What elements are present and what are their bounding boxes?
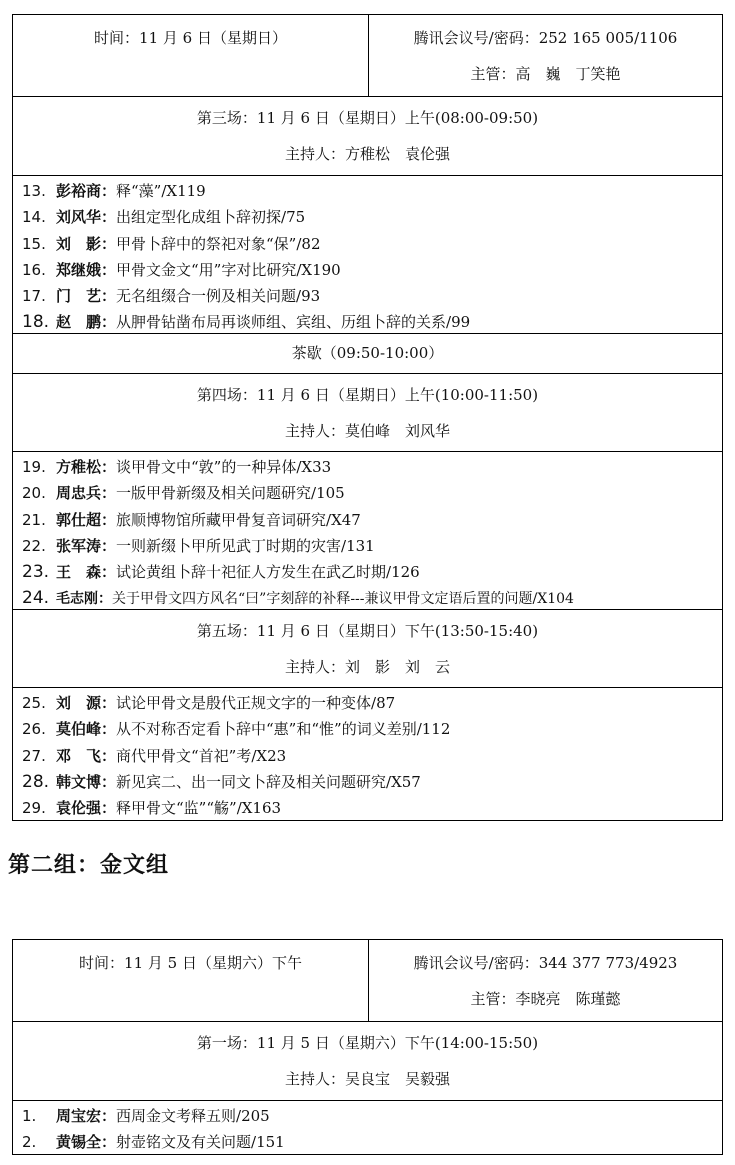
session-chair: 主持人：莫伯峰 刘风华: [284, 422, 450, 440]
meeting-id: 腾讯会议号/密码：344 377 773/4923: [413, 954, 678, 972]
list-item: 17. 门 艺：无名组缀合一例及相关问题/93: [22, 287, 321, 306]
session-title: 第五场：11 月 6 日（星期日）下午(13:50-15:40): [196, 622, 539, 640]
session-header: [13, 96, 722, 175]
meeting-cell: [369, 940, 722, 1021]
list-item: 28. 韩文博：新见宾二、出一同文卜辞及相关问题研究/X57: [22, 771, 421, 792]
paper-list: [13, 687, 722, 820]
session-chair: 主持人：吴良宝 吴毅强: [284, 1070, 450, 1088]
table-header: [13, 15, 722, 96]
session-title: 第三场：11 月 6 日（星期日）上午(08:00-09:50): [196, 109, 539, 127]
list-item: 19. 方稚松：谈甲骨文中“敦”的一种异体/X33: [22, 458, 332, 476]
schedule-table-group2: [12, 939, 723, 1155]
meeting-cell: [369, 15, 722, 96]
paper-list: [13, 1100, 722, 1154]
session-title: 第四场：11 月 6 日（星期日）上午(10:00-11:50): [196, 386, 539, 404]
list-item: 18. 赵 鹏：从胛骨钻凿布局再谈师组、宾组、历组卜辞的关系/99: [22, 312, 471, 333]
list-item: 1. 周宝宏：西周金文考释五则/205: [22, 1107, 270, 1125]
table-header: [13, 940, 722, 1021]
hosts: 主管：李晓亮 陈瑾懿: [470, 990, 621, 1008]
meeting-id: 腾讯会议号/密码：252 165 005/1106: [413, 29, 678, 47]
paper-list: [13, 175, 722, 333]
list-item: 22. 张军涛：一则新缀卜甲所见武丁时期的灾害/131: [22, 536, 375, 555]
session-title: 第一场：11 月 5 日（星期六）下午(14:00-15:50): [196, 1034, 539, 1052]
list-item: 15. 刘 影：甲骨卜辞中的祭祀对象“保”/82: [22, 234, 321, 253]
list-item: 21. 郭仕超：旅顺博物馆所藏甲骨复音词研究/X47: [22, 510, 361, 529]
time-cell: 时间：11 月 6 日（星期日）: [13, 15, 369, 96]
paper-list: [13, 451, 722, 609]
list-item: 27. 邓 飞：商代甲骨文“首祀”考/X23: [22, 746, 287, 765]
list-item: 20. 周忠兵：一版甲骨新缀及相关问题研究/105: [22, 484, 345, 503]
session-header: [13, 373, 722, 451]
list-item: 26. 莫伯峰：从不对称否定看卜辞中“惠”和“惟”的词义差别/112: [22, 720, 451, 739]
session-chair: 主持人：刘 影 刘 云: [284, 658, 450, 676]
hosts: 主管：高 巍 丁笑艳: [470, 65, 621, 83]
list-item: 23. 王 森：试论黄组卜辞十祀征人方发生在武乙时期/126: [22, 562, 420, 583]
list-item: 2. 黄锡全：射壶铭文及有关问题/151: [22, 1133, 285, 1152]
list-item: 14. 刘风华：出组定型化成组卜辞初探/75: [22, 208, 306, 227]
time-cell: 时间：11 月 5 日（星期六）下午: [13, 940, 369, 1021]
list-item: 29. 袁伦强：释甲骨文“监”“觞”/X163: [22, 799, 282, 818]
list-item: 16. 郑继娥：甲骨文金文“用”字对比研究/X190: [22, 260, 341, 279]
list-item: 25. 刘 源：试论甲骨文是殷代正规文字的一种变体/87: [22, 694, 396, 712]
section-title: 第二组：金文组: [8, 852, 170, 878]
session-header: [13, 609, 722, 687]
list-item: 13. 彭裕商：释“藻”/X119: [22, 182, 206, 200]
session-header: [13, 1021, 722, 1100]
list-item: 24. 毛志刚：关于甲骨文四方风名“曰”字刻辞的补释---兼议甲骨文定语后置的问题/X104: [22, 588, 574, 609]
session-chair: 主持人：方稚松 袁伦强: [284, 145, 450, 163]
tea-break: 茶歇（09:50-10:00）: [13, 333, 722, 373]
schedule-table-group1: [12, 14, 723, 821]
